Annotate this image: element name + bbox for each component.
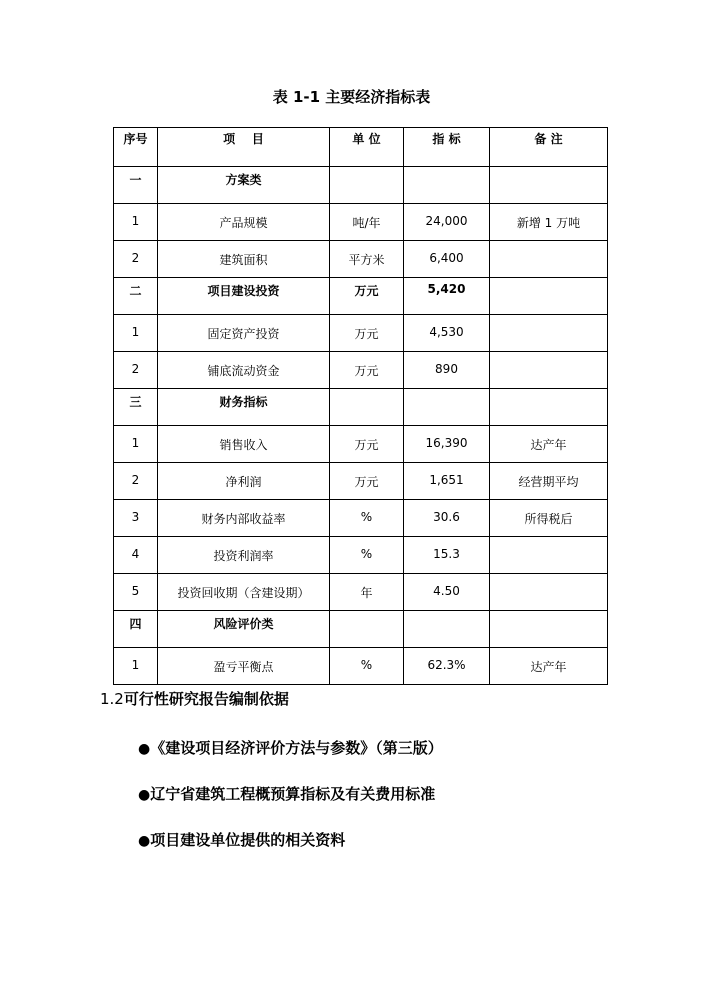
row-note (490, 463, 608, 500)
economic-indicators-table (113, 127, 608, 685)
row-seq (114, 204, 158, 241)
row-note (490, 315, 608, 352)
table-row (114, 426, 608, 463)
row-note (490, 574, 608, 611)
row-item (158, 648, 330, 685)
row-item (158, 278, 330, 315)
reference-text: 项目建设单位提供的相关资料 (150, 831, 346, 849)
row-unit (330, 389, 404, 426)
row-unit-text: 平方米 (348, 253, 385, 267)
row-note (490, 500, 608, 537)
row-item-text: 净利润 (225, 475, 262, 489)
table-row (114, 352, 608, 389)
row-seq-text: 2 (131, 251, 140, 265)
header-seq: 序号 (114, 128, 158, 167)
row-value-text: 890 (435, 362, 458, 376)
row-value (404, 204, 490, 241)
row-value (404, 463, 490, 500)
row-note-text (490, 611, 607, 615)
table-row (114, 648, 608, 685)
row-unit-text (330, 611, 403, 615)
row-seq-text: 4 (131, 547, 140, 561)
table-header-row (114, 128, 608, 167)
row-unit-text: % (360, 547, 373, 561)
row-item-text: 铺底流动资金 (207, 364, 280, 378)
row-seq-text: 二 (129, 284, 142, 298)
row-seq (114, 167, 158, 204)
header-unit: 单 位 (330, 128, 404, 167)
table-row (114, 463, 608, 500)
row-value (404, 389, 490, 426)
row-item (158, 426, 330, 463)
row-item (158, 463, 330, 500)
row-seq (114, 389, 158, 426)
row-note-text: 达产年 (530, 438, 567, 452)
table-row (114, 204, 608, 241)
row-unit-text: 年 (360, 586, 373, 600)
row-unit (330, 241, 404, 278)
row-note (490, 648, 608, 685)
row-unit-text: 万元 (354, 364, 379, 378)
row-seq (114, 352, 158, 389)
row-note (490, 241, 608, 278)
row-note (490, 278, 608, 315)
row-item-text: 产品规模 (219, 216, 268, 230)
row-unit (330, 278, 404, 315)
row-note-text: 所得税后 (524, 512, 573, 526)
row-value (404, 315, 490, 352)
row-seq-text: 1 (131, 325, 140, 339)
row-unit-text: 万元 (354, 475, 379, 489)
row-value (404, 241, 490, 278)
row-item-text: 投资回收期（含建设期） (177, 586, 310, 600)
row-seq (114, 241, 158, 278)
row-note (490, 611, 608, 648)
category-row (114, 611, 608, 648)
category-row (114, 389, 608, 426)
row-seq (114, 537, 158, 574)
row-item-text: 盈亏平衡点 (213, 660, 274, 674)
row-unit-text (330, 167, 403, 171)
row-item (158, 611, 330, 648)
row-item (158, 500, 330, 537)
row-value-text (404, 389, 489, 393)
row-value-text: 1,651 (429, 473, 464, 487)
category-row (114, 167, 608, 204)
row-note-text: 达产年 (530, 660, 567, 674)
row-seq (114, 426, 158, 463)
row-item-text: 投资利润率 (213, 549, 274, 563)
row-item (158, 352, 330, 389)
row-value (404, 167, 490, 204)
row-unit (330, 648, 404, 685)
row-seq (114, 463, 158, 500)
header-note: 备 注 (490, 128, 608, 167)
row-value-text: 5,420 (427, 282, 466, 296)
row-note (490, 426, 608, 463)
row-value (404, 278, 490, 315)
reference-list-item (138, 737, 443, 758)
row-unit (330, 574, 404, 611)
row-seq (114, 648, 158, 685)
row-unit (330, 315, 404, 352)
row-seq (114, 611, 158, 648)
row-item (158, 389, 330, 426)
reference-list-item (138, 783, 435, 804)
row-seq (114, 500, 158, 537)
row-value (404, 426, 490, 463)
row-item-text: 项目建设投资 (207, 284, 280, 298)
row-note-text (490, 389, 607, 393)
row-note (490, 204, 608, 241)
row-seq-text: 1 (131, 658, 140, 672)
row-note-text (490, 574, 607, 584)
row-note-text (490, 315, 607, 325)
reference-list-item (138, 829, 345, 850)
row-item (158, 241, 330, 278)
row-note (490, 352, 608, 389)
row-value-text: 62.3% (427, 658, 466, 672)
row-item (158, 315, 330, 352)
section-title: 可行性研究报告编制依据 (123, 690, 289, 708)
row-seq-text: 1 (131, 436, 140, 450)
row-unit (330, 426, 404, 463)
row-value-text: 4.50 (433, 584, 460, 598)
row-note (490, 537, 608, 574)
row-seq-text: 三 (129, 395, 142, 409)
row-item-text: 财务内部收益率 (201, 512, 286, 526)
row-unit-text: 万元 (354, 284, 379, 298)
row-unit-text: 万元 (354, 438, 379, 452)
table-row (114, 574, 608, 611)
row-item (158, 167, 330, 204)
row-item-text: 方案类 (225, 173, 262, 187)
row-value-text: 24,000 (425, 214, 468, 228)
row-note-text (490, 167, 607, 171)
row-item (158, 204, 330, 241)
row-item-text: 财务指标 (219, 395, 268, 409)
reference-text: 辽宁省建筑工程概预算指标及有关费用标准 (150, 785, 436, 803)
table-row (114, 500, 608, 537)
row-value-text: 6,400 (429, 251, 464, 265)
table-title: 表 1-1 主要经济指标表 (272, 88, 431, 106)
row-seq-text: 1 (131, 214, 140, 228)
row-seq-text: 2 (131, 362, 140, 376)
section-number: 1.2 (100, 690, 124, 708)
row-value (404, 648, 490, 685)
row-unit (330, 352, 404, 389)
row-value-text: 15.3 (433, 547, 460, 561)
bullet-icon: ● (138, 787, 151, 803)
row-value (404, 352, 490, 389)
row-note (490, 167, 608, 204)
row-seq (114, 315, 158, 352)
row-unit (330, 500, 404, 537)
row-note-text: 经营期平均 (518, 475, 579, 489)
table-row (114, 315, 608, 352)
row-note-text (490, 352, 607, 362)
table-row (114, 537, 608, 574)
row-seq (114, 574, 158, 611)
table-row (114, 241, 608, 278)
row-value (404, 500, 490, 537)
row-value (404, 537, 490, 574)
row-seq-text: 3 (131, 510, 140, 524)
header-item: 项 目 (158, 128, 330, 167)
row-note (490, 389, 608, 426)
row-unit-text: 万元 (354, 327, 379, 341)
row-unit-text: % (360, 510, 373, 524)
row-seq-text: 5 (131, 584, 140, 598)
row-item-text: 销售收入 (219, 438, 268, 452)
row-item-text: 风险评价类 (213, 617, 274, 631)
row-note-text (490, 537, 607, 547)
row-seq-text: 2 (131, 473, 140, 487)
bullet-icon: ● (138, 833, 151, 849)
category-row (114, 278, 608, 315)
row-seq-text: 四 (129, 617, 142, 631)
row-unit (330, 611, 404, 648)
row-unit-text: 吨/年 (352, 216, 381, 230)
row-note-text (490, 241, 607, 251)
row-note-text (490, 278, 607, 282)
row-value (404, 574, 490, 611)
row-value-text: 16,390 (425, 436, 468, 450)
row-item-text: 建筑面积 (219, 253, 268, 267)
row-unit (330, 167, 404, 204)
row-unit-text (330, 389, 403, 393)
row-item (158, 537, 330, 574)
row-value-text (404, 611, 489, 615)
row-value-text: 30.6 (433, 510, 460, 524)
row-unit (330, 204, 404, 241)
row-note-text: 新增 1 万吨 (516, 216, 581, 230)
section-heading (100, 688, 289, 709)
row-value (404, 611, 490, 648)
row-unit (330, 537, 404, 574)
row-unit-text: % (360, 658, 373, 672)
header-value: 指 标 (404, 128, 490, 167)
row-seq (114, 278, 158, 315)
row-value-text (404, 167, 489, 171)
row-unit (330, 463, 404, 500)
row-value-text: 4,530 (429, 325, 464, 339)
reference-text: 《建设项目经济评价方法与参数》（第三版） (150, 739, 443, 757)
row-seq-text: 一 (129, 173, 142, 187)
row-item (158, 574, 330, 611)
bullet-icon: ● (138, 741, 151, 757)
row-item-text: 固定资产投资 (207, 327, 280, 341)
